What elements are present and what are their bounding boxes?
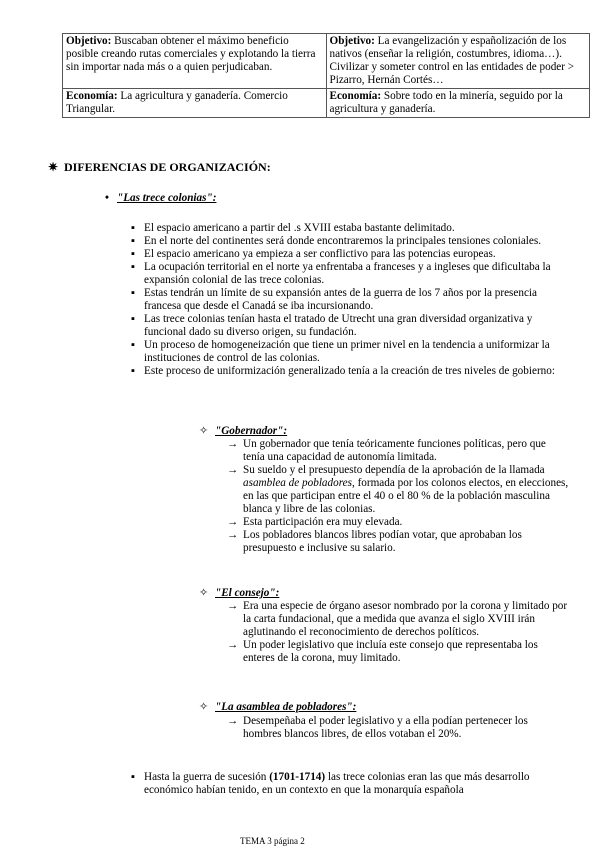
list-item bbox=[227, 639, 569, 665]
section-heading bbox=[48, 161, 271, 174]
list-item bbox=[227, 438, 569, 464]
list-item bbox=[227, 600, 569, 639]
list-item-emphasis: asamblea de pobladores bbox=[243, 477, 352, 489]
list-item-text: Un proceso de homogeneización que tiene un primer nivel en la tendencia a uniformizar la instituciones de control de las colonias. bbox=[144, 339, 550, 364]
list-item-text: Las trece colonias tenían hasta el tratado de Utrecht una gran diversidad organizativa y funcional dado su diverso origen, su fundación. bbox=[144, 313, 533, 338]
cell-text: La evangelización y españolización de los nativos (enseñar la religión, costumbres, idioma…). Civilizar y someter control en las entidades de poder > Pizarro, Hernán Cortés… bbox=[329, 35, 575, 86]
table-row bbox=[63, 89, 590, 118]
cell-text: Sobre todo en la minería, seguido por la agricultura y ganadería. bbox=[329, 90, 563, 115]
asterisk-bullet-icon: ✷ bbox=[48, 160, 59, 174]
diamond-bullet-icon: ✧ bbox=[199, 587, 209, 599]
square-bullet-icon: ▪ bbox=[131, 339, 135, 351]
list-item bbox=[131, 235, 571, 248]
arrow-right-icon: → bbox=[227, 516, 239, 528]
cell-label: Objetivo: bbox=[66, 35, 112, 47]
page-footer: TEMA 3 página 2 bbox=[240, 836, 305, 846]
diamond-bullet-icon: ✧ bbox=[199, 425, 209, 437]
level-heading-gobernador bbox=[199, 425, 287, 438]
list-item-text: Un gobernador que tenía teóricamente funciones políticas, pero que tenía una capacidad de autonomía limitada. bbox=[243, 438, 546, 463]
diamond-bullet-icon: ✧ bbox=[199, 701, 209, 713]
cell-label: Economía: bbox=[329, 90, 382, 102]
final-bullet-text: Hasta la guerra de sucesión bbox=[144, 771, 270, 783]
dot-bullet-icon: • bbox=[105, 192, 109, 204]
level-heading-text: "El consejo": bbox=[215, 587, 280, 599]
arrow-right-icon: → bbox=[227, 438, 239, 450]
final-bullet-bold: (1701-1714) bbox=[269, 771, 326, 783]
arrow-right-icon: → bbox=[227, 715, 239, 727]
list-item bbox=[227, 516, 569, 529]
list-item-text: Esta participación era muy elevada. bbox=[243, 516, 403, 528]
section-heading-text: DIFERENCIAS DE ORGANIZACIÓN: bbox=[64, 160, 271, 174]
square-bullet-icon: ▪ bbox=[131, 771, 135, 783]
level-heading-consejo bbox=[199, 587, 279, 600]
list-item-text: La ocupación territorial en el norte ya enfrentaba a franceses y a ingleses que dificultaba la expansión colonial de las trece colonias. bbox=[144, 261, 551, 286]
list-item bbox=[227, 529, 569, 555]
cell-label: Objetivo: bbox=[329, 35, 375, 47]
asamblea-list bbox=[227, 715, 569, 741]
arrow-right-icon: → bbox=[227, 600, 239, 612]
table-row bbox=[63, 34, 590, 89]
bullet-list bbox=[131, 222, 571, 378]
list-item bbox=[131, 339, 571, 365]
cell-label: Economía: bbox=[66, 90, 118, 102]
list-item bbox=[131, 365, 571, 378]
list-item-text: El espacio americano a partir del .s XVIII estaba bastante delimitado. bbox=[144, 222, 455, 234]
list-item bbox=[131, 261, 571, 287]
arrow-right-icon: → bbox=[227, 529, 239, 541]
level-heading-text: "La asamblea de pobladores": bbox=[215, 701, 357, 713]
table-cell bbox=[63, 89, 327, 118]
cell-text: La agricultura y ganadería. Comercio Triangular. bbox=[66, 90, 288, 115]
arrow-right-icon: → bbox=[227, 639, 239, 651]
square-bullet-icon: ▪ bbox=[131, 222, 135, 234]
list-item bbox=[227, 464, 569, 516]
level-heading-text: "Gobernador": bbox=[215, 425, 288, 437]
level-heading-asamblea bbox=[199, 701, 356, 714]
list-item-text: Desempeñaba el poder legislativo y a ella podían pertenecer los hombres blancos libres, de ellos votaban el 20%. bbox=[243, 715, 528, 740]
square-bullet-icon: ▪ bbox=[131, 261, 135, 273]
list-item bbox=[131, 313, 571, 339]
comparison-table bbox=[62, 33, 590, 118]
list-item bbox=[227, 715, 569, 741]
table-cell bbox=[63, 34, 327, 89]
list-item bbox=[131, 248, 571, 261]
list-item-text: En el norte del continentes será donde encontraremos la principales tensiones coloniales. bbox=[144, 235, 542, 247]
table-cell bbox=[326, 34, 590, 89]
gobernador-list bbox=[227, 438, 569, 555]
cell-text: Buscaban obtener el máximo beneficio posible creando rutas comerciales y explotando la tierra sin importar nada más o a quien perjudicaban. bbox=[66, 35, 316, 73]
square-bullet-icon: ▪ bbox=[131, 235, 135, 247]
list-item-text: , formada por los colonos electos, en elecciones, en las que participan entre el 40 o el 80 % de la población masculina blanca y libre de las colonias. bbox=[243, 477, 569, 515]
list-item-text: El espacio americano ya empieza a ser conflictivo para las potencias europeas. bbox=[144, 248, 496, 260]
subsection-heading bbox=[105, 192, 216, 205]
square-bullet-icon: ▪ bbox=[131, 248, 135, 260]
list-item bbox=[131, 222, 571, 235]
list-item-text: Su sueldo y el presupuesto dependía de la aprobación de la llamada bbox=[243, 464, 545, 476]
final-bullet-text: las trece colonias eran las que más desarrollo económico habían tenido, en un contexto en que la monarquía española bbox=[144, 771, 530, 796]
square-bullet-icon: ▪ bbox=[131, 365, 135, 377]
subsection-heading-text: "Las trece colonias": bbox=[117, 192, 217, 204]
list-item-text: Era una especie de órgano asesor nombrado por la corona y limitado por la carta fundacional, que a medida que avanza el siglo XVIII irán aglutinando el reconocimiento de derechos políticos. bbox=[243, 600, 568, 638]
square-bullet-icon: ▪ bbox=[131, 287, 135, 299]
consejo-list bbox=[227, 600, 569, 665]
table-cell bbox=[326, 89, 590, 118]
list-item bbox=[131, 287, 571, 313]
list-item-text: Un poder legislativo que incluía este consejo que representaba los enteres de la corona, muy limitado. bbox=[243, 639, 538, 664]
list-item-text: Estas tendrán un límite de su expansión antes de la guerra de los 7 años por la presencia francesa que desde el Canadá se iba incursionando. bbox=[144, 287, 537, 312]
final-bullet bbox=[131, 771, 571, 797]
list-item-text: Los pobladores blancos libres podían votar, que aprobaban los presupuesto e inclusive su salario. bbox=[243, 529, 522, 554]
list-item-text: Este proceso de uniformización generalizado tenía a la creación de tres niveles de gobierno: bbox=[144, 365, 555, 377]
arrow-right-icon: → bbox=[227, 464, 239, 476]
square-bullet-icon: ▪ bbox=[131, 313, 135, 325]
